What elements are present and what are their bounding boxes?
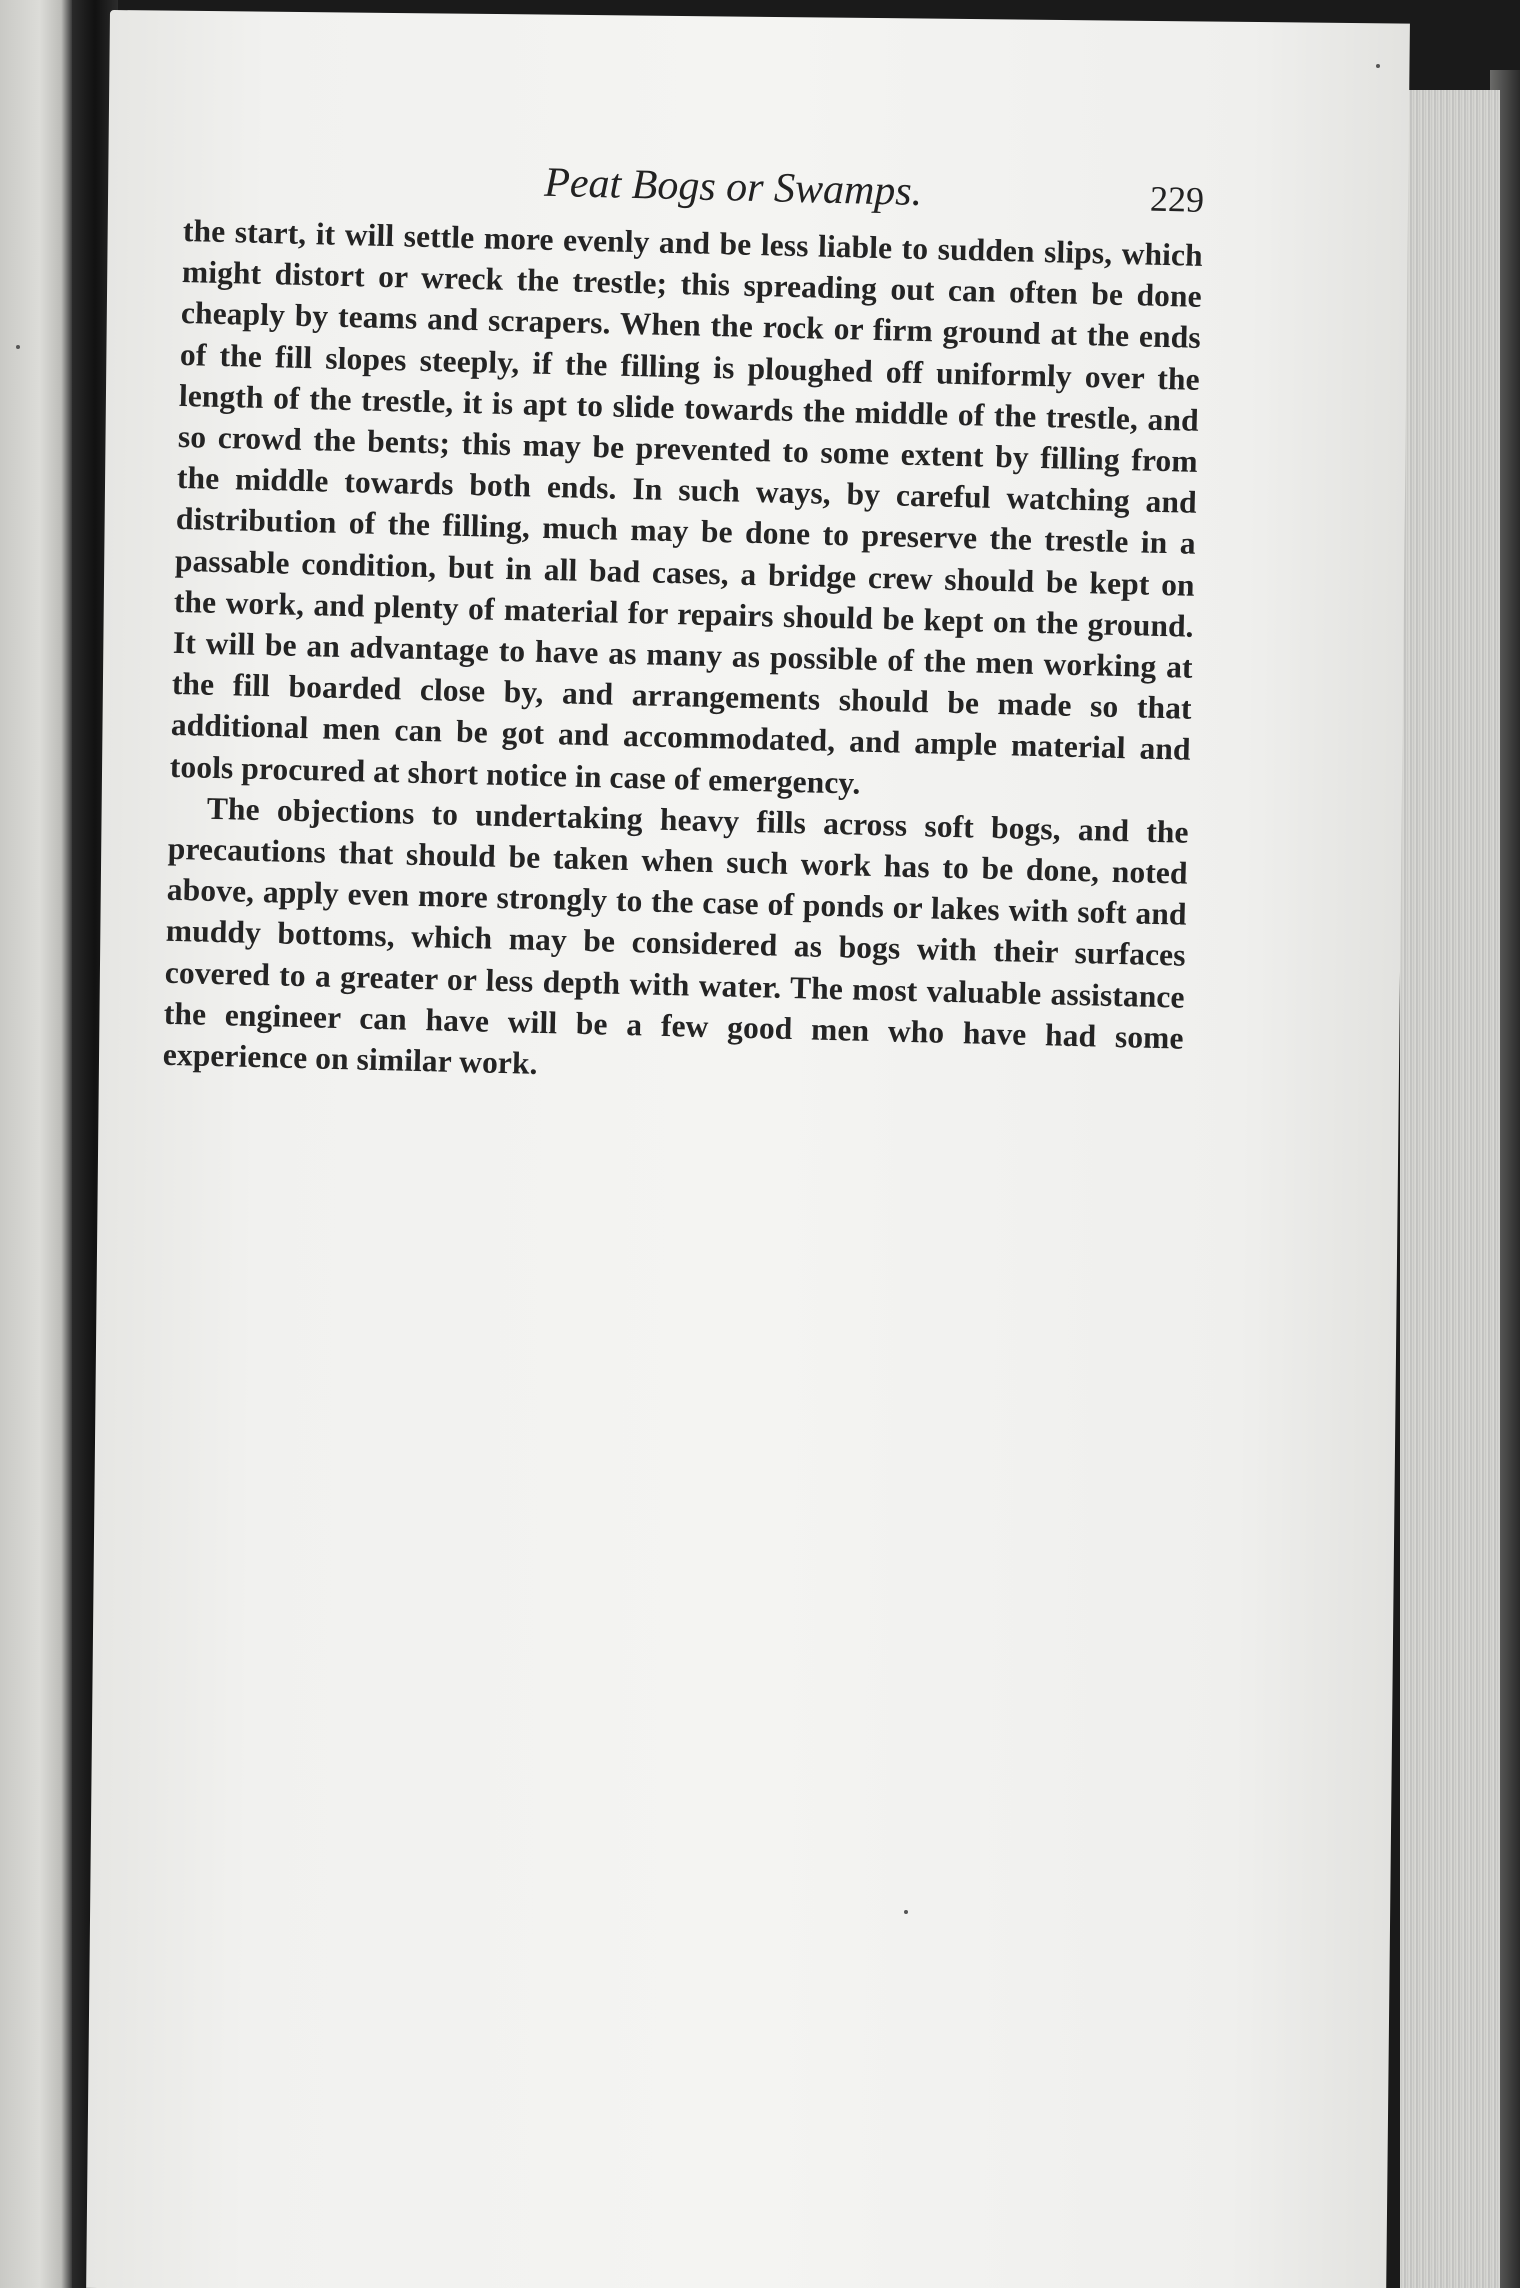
page-content <box>162 150 1204 1100</box>
dust-speck <box>904 1910 908 1914</box>
left-page-edge <box>0 0 72 2288</box>
dust-speck <box>16 345 20 349</box>
paragraph-continued: the start, it will settle more evenly and be less liable to sudden slips, which might distort or wreck the trestle; this spreading out can often be done cheaply by teams and scrapers. When the rock or firm ground at the ends of the fill slopes steeply, if the filling is ploughed off uniformly over the length of the trestle, it is apt to slide towards the middle of the trestle, and so crowd the bents; this may be prevented to some extent by filling from the middle towards both ends. In such ways, by careful watching and distribution of the filling, much may be done to preserve the trestle in a passable condition, but in all bad cases, a bridge crew should be kept on the work, and plenty of material for repairs should be kept on the ground. It will be an advantage to have as many as possible of the men working at the fill boarded close by, and arrangements should be made so that additional men can be got and accommodated, and ample material and tools procured at short notice in case of emergency. <box>169 212 1204 801</box>
body-text <box>162 210 1203 1100</box>
paragraph: The objections to undertaking heavy fills across soft bogs, and the precautions that should be taken when such work has to be done, noted above, apply even more strongly to the case of ponds or lakes with soft and muddy bottoms, which may be considered as bogs with their surfaces covered to a greater or less depth with water. The most valuable assistance the engineer can have will be a few good men who have had some experience on similar work. <box>162 790 1190 1081</box>
page-stack-edges <box>1400 90 1500 2288</box>
page-number: 229 <box>1149 178 1205 220</box>
dust-speck <box>1376 64 1380 68</box>
running-head: Peat Bogs or Swamps. <box>543 159 923 216</box>
